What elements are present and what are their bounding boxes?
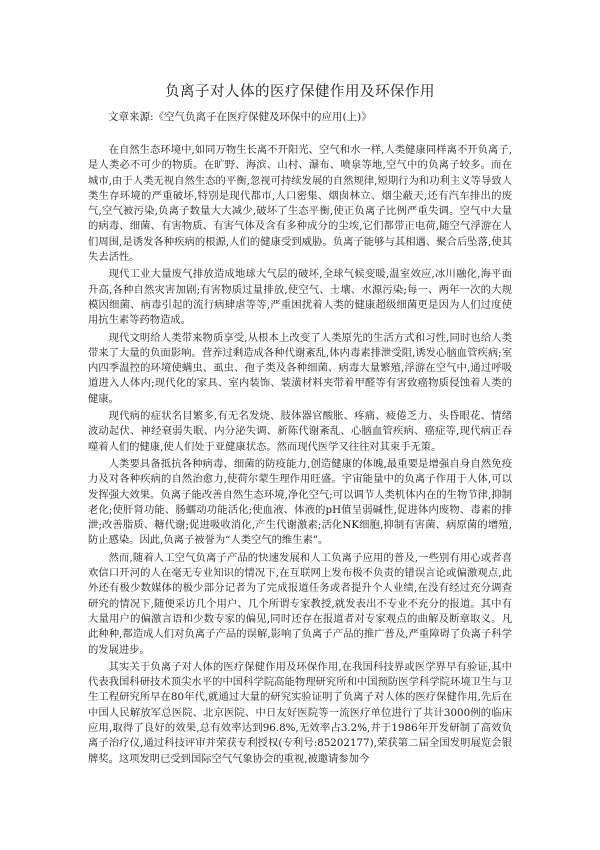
paragraph: 现代病的症状名目繁多,有无名发烧、肢体器官酸胀、疼痛、疲倦乏力、头昏眼花、情绪波动起伏、神经衰弱失眠、内分泌失调、新陈代谢紊乱、心脑血管疾病、癌症等,现代病正吞噬着人们的健康,使人们处于亚健康状态。然而现代医学又往往对其束手无策。 [88, 410, 512, 453]
article-source: 文章来源:《空气负离子在医疗保健及环保中的应用(上)》 [108, 111, 372, 123]
paragraph: 其实关于负离子对人体的医疗保健作用及环保作用,在我国科技界或医学界早有验证,其中代表我国科研技术顶尖水平的中国科学院高能物理研究所和中国预防医学科学院环境卫生与卫生工程研究所早在80年代,就通过大量的研究实验证明了负离子对人体的医疗保健作用,先后在中国人民解放军总医院、北京医院、中日友好医院等一流医疗单位进行了共计3000例的临床应用,取得了良好的效果,总有效率达到96.8%,无效率占3.2%,并于1986年开发研制了高效负离子治疗仪,通过科技评审并荣获专利授权(专利号:85202177),荣获第二届全国发明展览会银牌奖。这项发明已受到国际空气气象协会的重视,被邀请参加今 [88, 660, 512, 765]
paragraph: 然而,随着人工空气负离子产品的快速发展和人工负离子应用的普及,一些别有用心或者喜欢信口开河的人在毫无专业知识的情况下,在互联网上发布极不负责的错误言论或偏激观点,此外还有极少数媒体的极少部分记者为了完成报道任务或者提升个人业绩,在没有经过充分调查研究的情况下,随便采访几个用户、几个所谓专家教授,就发表出不专业不充分的报道。其中有大量用户的偏激言语和少数专家的偏见,同时还存在报道者对专家观点的曲解及断章取义。凡此种种,都造成人们对负离子产品的误解,影响了负离子产品的推广普及,严重障碍了负离子科学的发展进步。 [88, 551, 512, 656]
paragraph: 在自然生态环境中,如同万物生长离不开阳光、空气和水一样,人类健康同样离不开负离子,是人类必不可少的物质。在旷野、海滨、山村、瀑布、喷泉等地,空气中的负离子较多。而在城市,由于人类无视自然生态的平衡,忽视可持续发展的自然规律,短期行为和功利主义等导致人类生存环境的严重破坏,特别是现代都市,人口密集、烟囱林立、烟尘蔽天,还有汽车排出的废气,空气被污染,负离子数量大大减少,破坏了生态平衡,使正负离子比例严重失调。空气中大量的病毒、细菌、有害物质、有害气体及含有多种成分的尘埃,它们都带正电荷,随空气浮游在人们周围,是诱发各种疾病的根源,人们的健康受到威胁。负离子能够与其相遇、聚合后坠落,使其失去活性。 [88, 144, 512, 264]
paragraph: 现代文明给人类带来物质享受,从根本上改变了人类原先的生活方式和习性,同时也给人类带来了大量的负面影响。营养过剩造成各种代谢紊乱,体内毒素排泄受阻,诱发心脑血管疾病;室内四季温控的环境使螨虫、虱虫、孢子类及各种细菌、病毒大量繁殖,浮游在空气中,通过呼吸道进入人体内;现代化的家具、室内装饰、装潢材料夹带着甲醛等有害致癌物质侵蚀着人类的健康。 [88, 331, 512, 405]
paragraph: 人类要具备抵抗各种病毒、细菌的防疫能力,创造健康的体魄,最重要是增强自身自然免疫力及对各种疾病的自然治愈力,使荷尔蒙生理作用旺盛。宇宙能量中的负离子作用于人体,可以发挥强大效果。负离子能改善自然生态环境,净化空气;可以调节人类机体内在的生物节律,抑制老化;使肝肾功能、肠蠕动功能活化;使血液、体液的pH值呈弱碱性,促进体内废物、毒素的排泄;改善脂质、糖代谢;促进吸收消化,产生代谢激素;活化NK细胞,抑制有害菌、病原菌的增殖,防止感染。因此,负离子被誉为“人类空气的维生素”。 [88, 457, 512, 547]
document-title: 负离子对人体的医疗保健作用及环保作用 [165, 84, 435, 100]
paragraph: 现代工业大量废气排放造成地球大气层的破坏,全球气候变暖,温室效应,冰川融化,海平面升高,各种自然灾害加剧;有害物质过量排放,使空气、土壤、水源污染;每一、两年一次的大规模因细菌、病毒引起的流行病肆虐等等,严重困扰着人类的健康超级细菌更是因为人们过度使用抗生素等药物造成。 [88, 268, 512, 327]
